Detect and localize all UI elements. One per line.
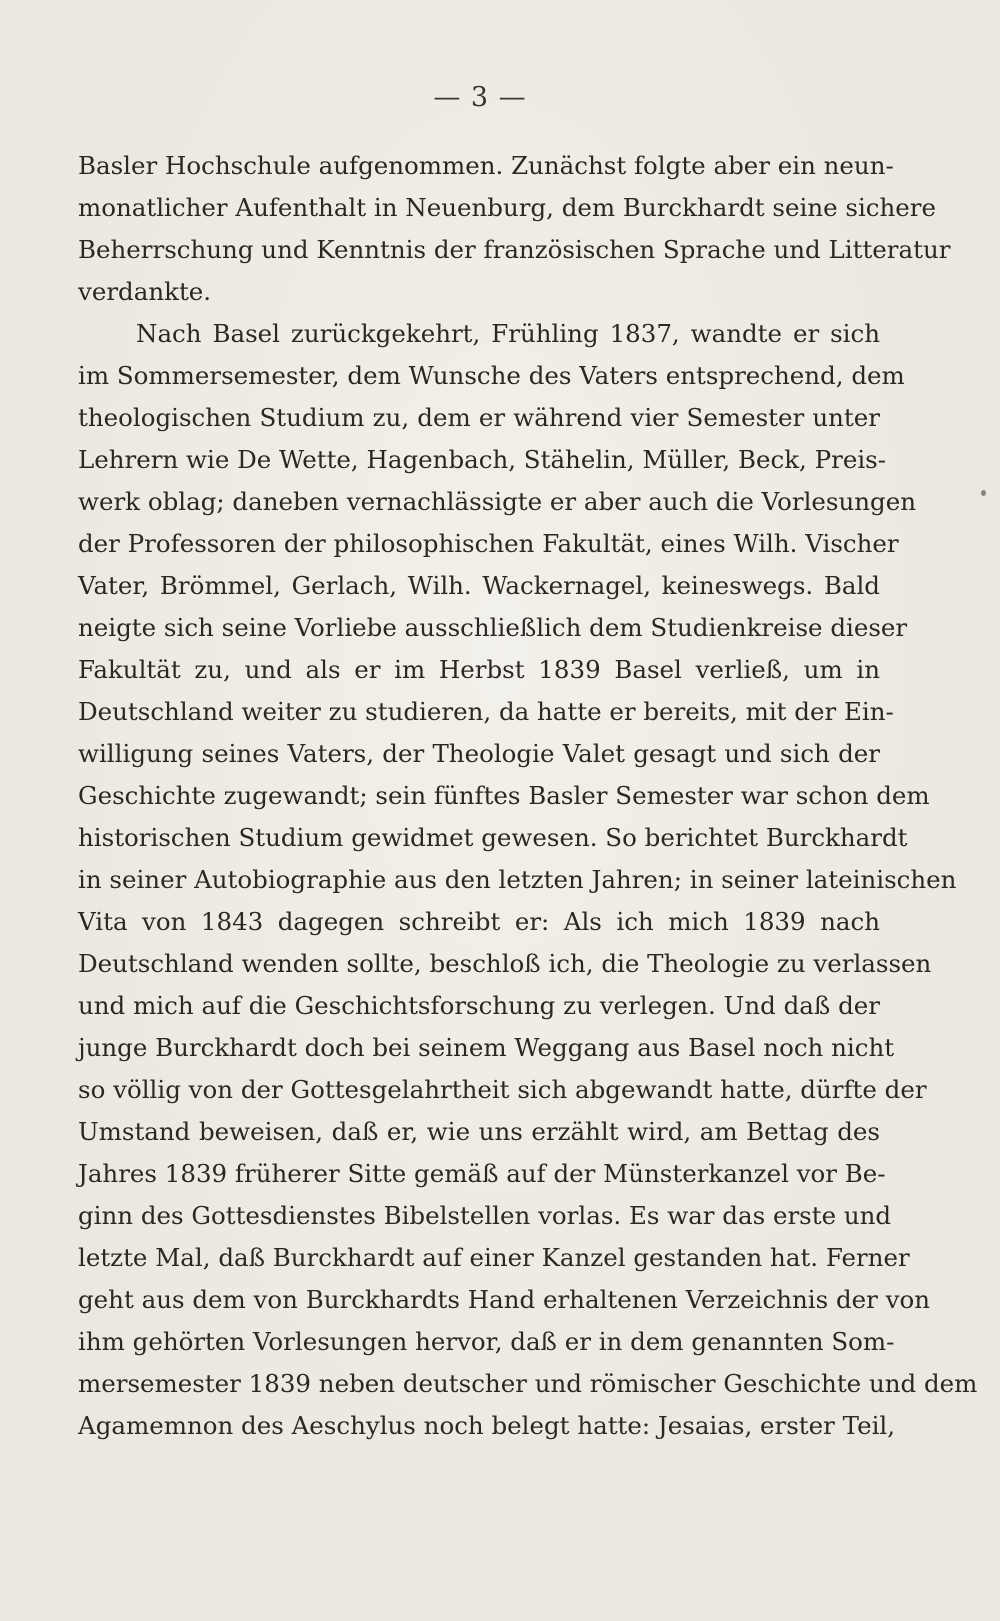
body-text: [78, 145, 978, 1447]
text-line: und mich auf die Geschichtsforschung zu verlegen. Und daß der: [78, 991, 880, 1020]
text-line: Basler Hochschule aufgenommen. Zunächst folgte aber ein neun-: [78, 151, 894, 180]
text-line: junge Burckhardt doch bei seinem Weggang aus Basel noch nicht: [78, 1033, 895, 1062]
text-line: monatlicher Aufenthalt in Neuenburg, dem Burckhardt seine sichere: [78, 193, 937, 222]
text-line: ginn des Gottesdienstes Bibelstellen vorlas. Es war das erste und: [78, 1201, 892, 1230]
text-line: Fakultät zu, und als er im Herbst 1839 Basel verließ, um in: [78, 655, 880, 684]
text-line: so völlig von der Gottesgelahrtheit sich abgewandt hatte, dürfte der: [78, 1075, 927, 1104]
text-line: theologischen Studium zu, dem er während vier Semester unter: [78, 403, 880, 432]
text-line: Lehrern wie De Wette, Hagenbach, Stähelin, Müller, Beck, Preis-: [78, 445, 887, 474]
text-line: Geschichte zugewandt; sein fünftes Basler Semester war schon dem: [78, 781, 930, 810]
page-number: — 3 —: [433, 82, 527, 113]
paper-speck: [981, 490, 986, 496]
text-line: Umstand beweisen, daß er, wie uns erzählt wird, am Bettag des: [78, 1117, 880, 1146]
text-line: ihm gehörten Vorlesungen hervor, daß er in dem genannten Som-: [78, 1327, 895, 1356]
text-line: Nach Basel zurückgekehrt, Frühling 1837, wandte er sich: [136, 319, 880, 348]
text-line: Vater, Brömmel, Gerlach, Wilh. Wackernagel, keineswegs. Bald: [78, 571, 880, 600]
text-line: Jahres 1839 früherer Sitte gemäß auf der Münsterkanzel vor Be-: [78, 1159, 886, 1188]
text-line: in seiner Autobiographie aus den letzten Jahren; in seiner lateinischen: [78, 865, 957, 894]
text-line: Beherrschung und Kenntnis der französischen Sprache und Litteratur: [78, 235, 951, 264]
text-line: historischen Studium gewidmet gewesen. So berichtet Burckhardt: [78, 823, 908, 852]
text-line: mersemester 1839 neben deutscher und römischer Geschichte und dem: [78, 1369, 978, 1398]
text-line: Vita von 1843 dagegen schreibt er: Als ich mich 1839 nach: [78, 907, 880, 936]
text-line: letzte Mal, daß Burckhardt auf einer Kanzel gestanden hat. Ferner: [78, 1243, 910, 1272]
text-line: Agamemnon des Aeschylus noch belegt hatte: Jesaias, erster Teil,: [78, 1411, 896, 1440]
text-line: der Professoren der philosophischen Fakultät, eines Wilh. Vischer: [78, 529, 899, 558]
text-line: werk oblag; daneben vernachlässigte er aber auch die Vorlesungen: [78, 487, 917, 516]
text-line: willigung seines Vaters, der Theologie Valet gesagt und sich der: [78, 739, 880, 768]
text-line: im Sommersemester, dem Wunsche des Vaters entsprechend, dem: [78, 361, 905, 390]
text-line: neigte sich seine Vorliebe ausschließlich dem Studienkreise dieser: [78, 613, 908, 642]
text-line: Deutschland weiter zu studieren, da hatte er bereits, mit der Ein-: [78, 697, 894, 726]
text-line: verdankte.: [78, 277, 212, 306]
text-line: geht aus dem von Burckhardts Hand erhaltenen Verzeichnis der von: [78, 1285, 931, 1314]
text-line: Deutschland wenden sollte, beschloß ich, die Theologie zu verlassen: [78, 949, 932, 978]
